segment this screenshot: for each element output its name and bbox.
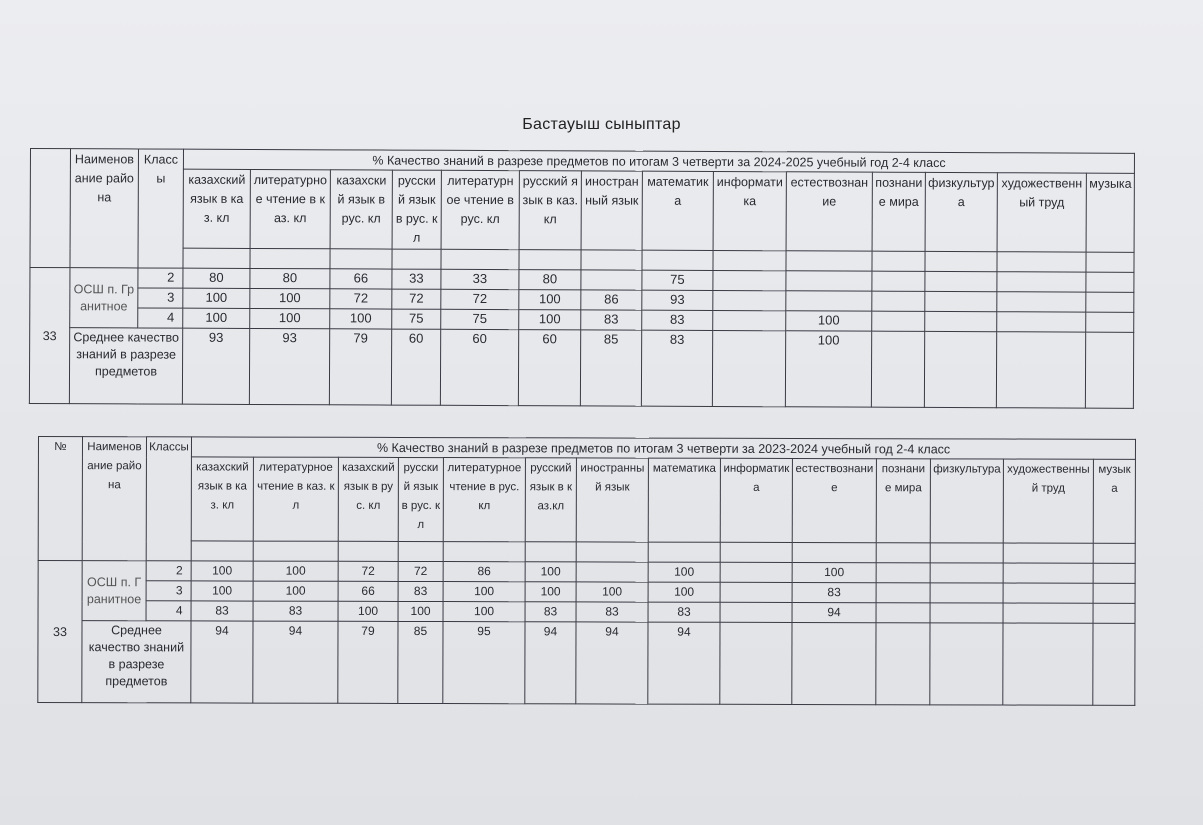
spacer-cell <box>1093 543 1135 563</box>
score-cell: 86 <box>443 562 525 582</box>
score-cell: 80 <box>250 268 330 288</box>
score-cell: 33 <box>392 269 441 289</box>
spacer-cell <box>250 248 330 268</box>
score-cell: 100 <box>191 561 253 581</box>
district-header: Наименование района <box>82 437 146 561</box>
score-cell <box>925 311 997 331</box>
district-name: ОСШ п. Гранитное <box>82 561 146 621</box>
average-label: Среднее качество знаний в разрезе предметов <box>82 621 191 703</box>
subject-header: иностранный язык <box>581 171 642 250</box>
score-cell: 75 <box>642 270 713 290</box>
table-caption: % Качество знаний в разрезе предметов по итогам 3 четверти за 2024-2025 учебный год 2-4 класс <box>183 149 1134 173</box>
score-cell: 100 <box>576 582 648 602</box>
average-cell: 95 <box>443 622 525 704</box>
score-cell: 80 <box>183 268 250 288</box>
score-cell: 66 <box>330 269 392 289</box>
score-cell: 100 <box>525 562 576 582</box>
average-cell <box>1085 332 1134 408</box>
score-cell <box>872 291 925 311</box>
average-cell <box>996 332 1085 408</box>
average-cell <box>720 622 792 704</box>
spacer-cell <box>519 250 581 270</box>
score-cell: 83 <box>253 601 338 621</box>
subject-header: физкультура <box>925 172 997 251</box>
score-cell: 94 <box>792 602 876 622</box>
score-cell <box>720 602 792 622</box>
spacer-cell <box>581 250 642 270</box>
spacer-cell <box>253 541 338 561</box>
quality-table-2023-2024 <box>37 436 1136 706</box>
score-cell: 100 <box>338 601 398 621</box>
score-cell: 72 <box>338 561 398 581</box>
average-cell: 100 <box>785 331 871 407</box>
subject-header: естествознание <box>786 172 872 251</box>
subject-header: художественный труд <box>1003 459 1093 543</box>
score-cell <box>1086 312 1134 332</box>
spacer-cell <box>1086 252 1134 272</box>
spacer-cell <box>648 542 720 562</box>
subject-header: казахский язык в каз. кл <box>183 169 250 248</box>
subject-header: музыка <box>1086 173 1135 252</box>
subject-header: математика <box>648 458 720 542</box>
score-cell: 75 <box>441 309 519 329</box>
average-cell <box>1003 623 1093 705</box>
score-cell <box>1003 563 1093 583</box>
average-cell <box>871 331 924 407</box>
score-cell: 75 <box>392 309 441 329</box>
score-cell: 100 <box>792 562 876 582</box>
average-cell <box>930 623 1003 705</box>
score-cell: 100 <box>525 582 576 602</box>
subject-header: познание мира <box>876 459 930 543</box>
score-cell <box>997 292 1086 312</box>
score-cell <box>786 291 872 311</box>
district-name: ОСШ п. Гранитное <box>70 268 138 328</box>
score-cell: 72 <box>441 289 519 309</box>
spacer-cell <box>786 251 872 271</box>
spacer-cell <box>398 541 443 561</box>
district-header: Наименование района <box>70 149 139 268</box>
score-cell: 100 <box>183 288 250 308</box>
subject-header: литературное чтение в рус. кл <box>443 458 525 542</box>
score-cell: 72 <box>392 289 441 309</box>
score-cell: 100 <box>443 602 525 622</box>
average-cell: 60 <box>518 330 580 406</box>
score-cell: 100 <box>253 561 338 581</box>
spacer-cell <box>441 249 519 269</box>
spacer-cell <box>525 542 576 562</box>
score-cell: 66 <box>338 581 398 601</box>
average-cell: 93 <box>249 328 329 404</box>
score-cell <box>713 270 786 290</box>
score-cell: 83 <box>191 601 253 621</box>
score-cell: 100 <box>443 582 525 602</box>
subject-header: естествознание <box>792 458 876 542</box>
table-caption: % Качество знаний в разрезе предметов по итогам 3 четверти за 2023-2024 учебный год 2-4 класс <box>191 437 1135 459</box>
score-cell: 100 <box>519 290 581 310</box>
spacer-cell <box>642 250 713 270</box>
score-cell <box>1093 603 1135 623</box>
spacer-cell <box>392 249 441 269</box>
score-cell <box>1003 583 1093 603</box>
score-cell: 93 <box>642 290 713 310</box>
school-number: 33 <box>38 561 82 703</box>
score-cell: 83 <box>398 581 443 601</box>
average-cell: 94 <box>576 622 648 704</box>
score-cell: 100 <box>398 601 443 621</box>
spacer-cell <box>191 541 253 561</box>
average-cell: 85 <box>398 621 443 703</box>
subject-header: иностранный язык <box>576 458 648 542</box>
subject-header: русский язык в рус. кл <box>398 457 443 541</box>
score-cell <box>876 583 930 603</box>
score-cell: 100 <box>191 581 253 601</box>
average-cell: 60 <box>440 329 518 405</box>
score-cell <box>1086 272 1134 292</box>
school-number: 33 <box>29 268 70 404</box>
spacer-cell <box>576 542 648 562</box>
subject-header: казахский язык в каз. кл <box>191 457 253 541</box>
subject-header: русский язык в каз.кл <box>525 458 576 542</box>
score-cell: 72 <box>398 561 443 581</box>
score-cell <box>876 603 930 623</box>
class-number: 4 <box>138 308 183 328</box>
score-cell <box>720 562 792 582</box>
score-cell: 100 <box>330 309 392 329</box>
score-cell <box>997 272 1086 292</box>
score-cell <box>930 603 1003 623</box>
class-header: Классы <box>138 149 184 268</box>
average-cell: 94 <box>191 621 253 703</box>
score-cell <box>1003 603 1093 623</box>
score-cell <box>1093 583 1135 603</box>
subject-header: русский язык в каз.кл <box>519 171 581 250</box>
spacer-cell <box>792 542 876 562</box>
score-cell <box>930 583 1003 603</box>
subject-header: литературное чтение в каз. кл <box>250 169 330 248</box>
average-row <box>38 621 1135 706</box>
average-label: Среднее качество знаний в разрезе предметов <box>69 328 182 404</box>
class-number: 4 <box>146 601 191 621</box>
subject-header: физкультура <box>930 459 1003 543</box>
page-title: Бастауыш сыныптар <box>522 116 681 133</box>
score-cell: 83 <box>576 602 648 622</box>
average-cell <box>1093 623 1135 705</box>
score-cell: 86 <box>581 290 642 310</box>
spacer-cell <box>713 250 786 270</box>
class-number: 2 <box>146 561 191 581</box>
score-cell <box>872 311 925 331</box>
spacer-cell <box>1003 543 1093 563</box>
score-cell: 72 <box>330 289 392 309</box>
average-cell <box>792 622 876 704</box>
score-cell: 80 <box>519 270 581 290</box>
score-cell <box>876 563 930 583</box>
spacer-cell <box>876 543 930 563</box>
class-header: Классы <box>146 437 191 561</box>
score-cell: 83 <box>642 310 713 330</box>
score-cell <box>720 582 792 602</box>
average-cell: 79 <box>338 621 398 703</box>
subject-header: русский язык в рус. кл <box>392 170 441 249</box>
score-cell: 100 <box>648 562 720 582</box>
score-cell <box>713 310 786 330</box>
subject-header: казахский язык в рус. кл <box>330 170 392 249</box>
row-number-header: № <box>38 437 82 561</box>
spacer-cell <box>925 251 997 271</box>
spacer-cell <box>183 248 250 268</box>
score-cell <box>997 312 1086 332</box>
subject-header: художественный труд <box>997 173 1086 252</box>
class-number: 3 <box>146 581 191 601</box>
score-cell: 83 <box>581 310 642 330</box>
score-cell: 100 <box>648 582 720 602</box>
score-cell <box>1086 292 1134 312</box>
score-cell: 100 <box>786 311 872 331</box>
score-cell <box>872 271 925 291</box>
score-cell: 100 <box>253 581 338 601</box>
spacer-cell <box>338 541 398 561</box>
score-cell <box>925 291 997 311</box>
average-cell: 94 <box>525 622 576 704</box>
average-cell: 94 <box>253 621 338 703</box>
average-cell <box>712 330 785 406</box>
spacer-cell <box>720 542 792 562</box>
score-cell <box>713 290 786 310</box>
subject-header: информатика <box>720 458 792 542</box>
subject-header: информатика <box>713 171 786 250</box>
average-cell <box>924 331 996 407</box>
spacer-cell <box>330 249 392 269</box>
score-cell: 100 <box>519 310 581 330</box>
score-cell: 33 <box>441 269 519 289</box>
score-cell <box>581 270 642 290</box>
spacer-cell <box>997 252 1086 272</box>
spacer-cell <box>872 251 925 271</box>
class-number: 3 <box>138 288 183 308</box>
row-number-header <box>30 149 71 268</box>
spacer-cell <box>443 542 525 562</box>
subject-header: музыка <box>1093 459 1135 543</box>
average-cell: 94 <box>648 622 720 704</box>
score-cell <box>930 563 1003 583</box>
average-cell: 85 <box>580 330 641 406</box>
average-cell <box>876 623 930 705</box>
average-cell: 83 <box>641 330 712 406</box>
subject-header: литературное чтение в каз. кл <box>253 457 338 541</box>
subject-header: литературное чтение в рус. кл <box>441 170 519 249</box>
score-cell <box>925 271 997 291</box>
score-cell: 83 <box>525 602 576 622</box>
average-row <box>29 328 1134 409</box>
class-number: 2 <box>138 268 183 288</box>
spacer-cell <box>930 543 1003 563</box>
subject-header: казахский язык в рус. кл <box>338 457 398 541</box>
subject-header: математика <box>642 171 713 250</box>
score-cell: 100 <box>183 308 250 328</box>
score-cell <box>1093 563 1135 583</box>
score-cell <box>786 271 872 291</box>
score-cell <box>576 562 648 582</box>
score-cell: 83 <box>648 602 720 622</box>
average-cell: 79 <box>329 329 391 405</box>
average-cell: 60 <box>391 329 440 405</box>
quality-table-2024-2025 <box>29 148 1135 409</box>
subject-header: познание мира <box>872 172 925 251</box>
score-cell: 83 <box>792 582 876 602</box>
score-cell: 100 <box>250 308 330 328</box>
average-cell: 93 <box>182 328 249 404</box>
score-cell: 100 <box>250 288 330 308</box>
